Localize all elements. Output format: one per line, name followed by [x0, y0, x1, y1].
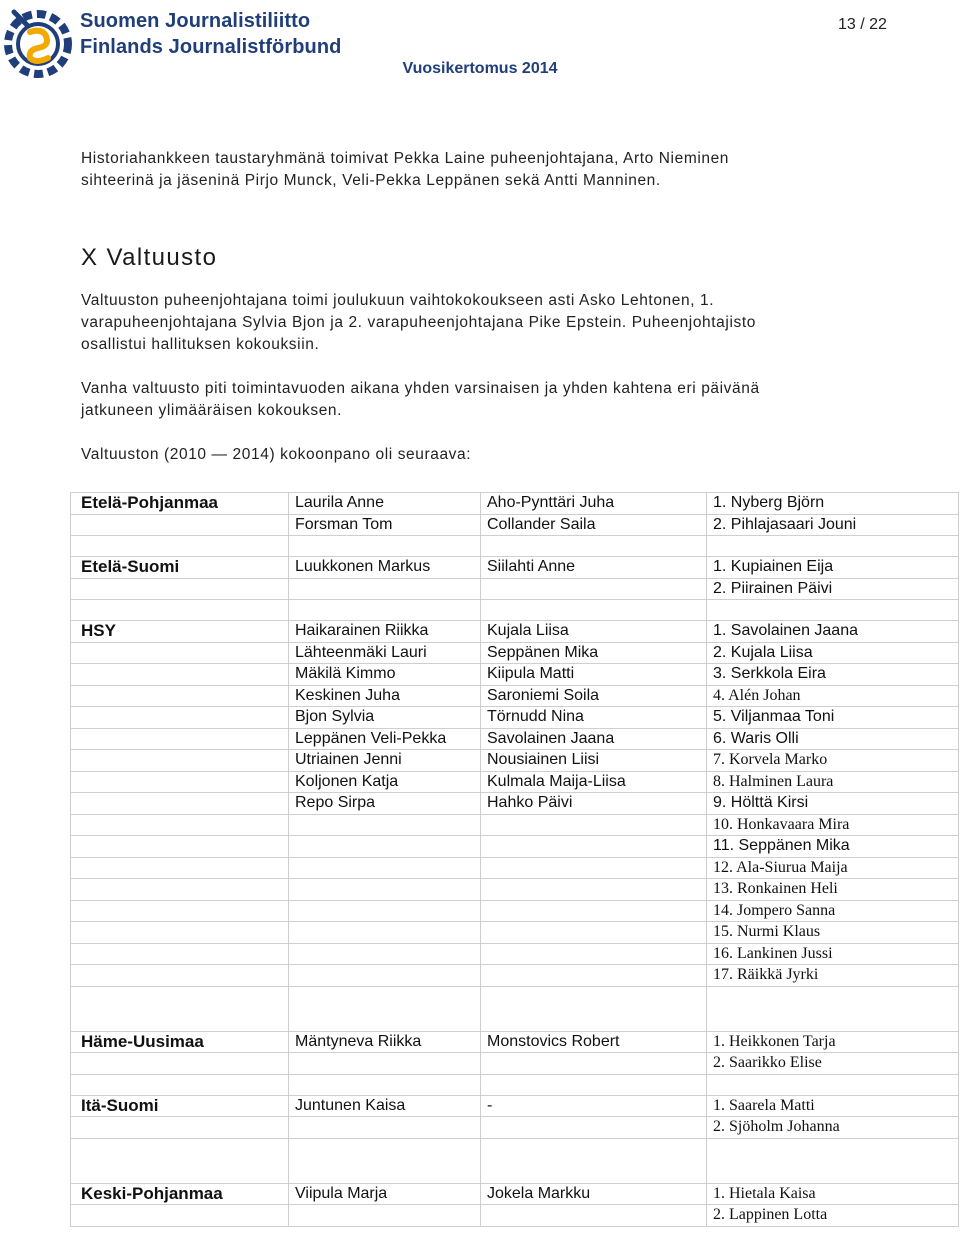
spacer-row	[71, 536, 959, 557]
deputy-cell: 1. Kupiainen Eija	[707, 557, 959, 579]
deputy-cell: 1. Heikkonen Tarja	[707, 1031, 959, 1053]
member-cell: Mäntyneva Riikka	[289, 1031, 481, 1053]
deputy-cell: 2. Sjöholm Johanna	[707, 1117, 959, 1139]
spacer-row	[71, 1138, 959, 1183]
table-row	[71, 750, 959, 772]
deputy-cell: 1. Hietala Kaisa	[707, 1183, 959, 1205]
table-row	[71, 879, 959, 901]
table-row	[71, 943, 959, 965]
table-row	[71, 578, 959, 600]
table-row	[71, 900, 959, 922]
report-title: Vuosikertomus 2014	[402, 60, 558, 77]
section-heading: X Valtuusto	[81, 244, 218, 271]
table-row	[71, 836, 959, 858]
table-row	[71, 621, 959, 643]
member-cell: Koljonen Katja	[289, 771, 481, 793]
deputy-cell: 7. Korvela Marko	[707, 750, 959, 772]
table-row	[71, 642, 959, 664]
paragraph-line: Vanha valtuusto piti toimintavuoden aikana yhden varsinaisen ja yhden kahtena eri päivänä	[81, 380, 760, 397]
member-cell: Laurila Anne	[289, 493, 481, 515]
member-cell: Kulmala Maija-Liisa	[481, 771, 707, 793]
deputy-cell: 1. Saarela Matti	[707, 1095, 959, 1117]
org-name-sv: Finlands Journalistförbund	[80, 36, 342, 58]
table-row	[71, 922, 959, 944]
member-cell: Nousiainen Liisi	[481, 750, 707, 772]
table-row	[71, 1095, 959, 1117]
deputy-cell: 6. Waris Olli	[707, 728, 959, 750]
member-cell: Mäkilä Kimmo	[289, 664, 481, 686]
paragraph-line: jatkuneen ylimääräisen kokouksen.	[81, 402, 343, 419]
member-cell: Keskinen Juha	[289, 685, 481, 707]
deputy-cell: 2. Kujala Liisa	[707, 642, 959, 664]
member-cell: Savolainen Jaana	[481, 728, 707, 750]
region-cell: HSY	[71, 621, 289, 643]
deputy-cell: 2. Pihlajasaari Jouni	[707, 514, 959, 536]
deputy-cell: 15. Nurmi Klaus	[707, 922, 959, 944]
spacer-row	[71, 600, 959, 621]
member-cell: Forsman Tom	[289, 514, 481, 536]
member-cell: Viipula Marja	[289, 1183, 481, 1205]
member-cell: -	[481, 1095, 707, 1117]
member-cell: Saroniemi Soila	[481, 685, 707, 707]
table-row	[71, 1205, 959, 1227]
table-row	[71, 685, 959, 707]
member-cell: Repo Sirpa	[289, 793, 481, 815]
deputy-cell: 13. Ronkainen Heli	[707, 879, 959, 901]
member-cell: Siilahti Anne	[481, 557, 707, 579]
region-cell	[71, 578, 289, 600]
member-cell: Bjon Sylvia	[289, 707, 481, 729]
member-cell: Juntunen Kaisa	[289, 1095, 481, 1117]
member-cell: Jokela Markku	[481, 1183, 707, 1205]
member-cell: Leppänen Veli-Pekka	[289, 728, 481, 750]
table-row	[71, 1117, 959, 1139]
table-row	[71, 1183, 959, 1205]
deputy-cell: 1. Savolainen Jaana	[707, 621, 959, 643]
deputy-cell: 5. Viljanmaa Toni	[707, 707, 959, 729]
member-cell: Lähteenmäki Lauri	[289, 642, 481, 664]
paragraph-line: Historiahankkeen taustaryhmänä toimivat Pekka Laine puheenjohtajana, Arto Nieminen	[81, 150, 730, 167]
document-body	[81, 148, 881, 466]
table-row	[71, 514, 959, 536]
member-cell	[289, 578, 481, 600]
paragraph-line: Valtuuston puheenjohtajana toimi joulukuun vaihtokokoukseen asti Asko Lehtonen, 1.	[81, 292, 715, 309]
member-cell: Aho-Pynttäri Juha	[481, 493, 707, 515]
member-cell: Kujala Liisa	[481, 621, 707, 643]
paragraph-line: osallistui hallituksen kokouksiin.	[81, 336, 320, 353]
deputy-cell: 2. Lappinen Lotta	[707, 1205, 959, 1227]
table-row	[71, 493, 959, 515]
deputy-cell: 9. Hölttä Kirsi	[707, 793, 959, 815]
region-cell: Häme-Uusimaa	[71, 1031, 289, 1053]
deputy-cell: 10. Honkavaara Mira	[707, 814, 959, 836]
page-header	[0, 0, 960, 90]
deputy-cell: 3. Serkkola Eira	[707, 664, 959, 686]
member-cell: Monstovics Robert	[481, 1031, 707, 1053]
deputy-cell: 2. Piirainen Päivi	[707, 578, 959, 600]
page-number: 13 / 22	[838, 16, 887, 33]
region-cell: Etelä-Pohjanmaa	[71, 493, 289, 515]
region-cell: Etelä-Suomi	[71, 557, 289, 579]
region-cell: Keski-Pohjanmaa	[71, 1183, 289, 1205]
member-cell: Hahko Päivi	[481, 793, 707, 815]
member-cell	[481, 578, 707, 600]
spacer-row	[71, 1074, 959, 1095]
deputy-cell: 2. Saarikko Elise	[707, 1053, 959, 1075]
table-row	[71, 557, 959, 579]
deputy-cell: 16. Lankinen Jussi	[707, 943, 959, 965]
council-members-table	[70, 492, 959, 1227]
region-cell: Itä-Suomi	[71, 1095, 289, 1117]
member-cell: Kiipula Matti	[481, 664, 707, 686]
deputy-cell: 12. Ala-Siurua Maija	[707, 857, 959, 879]
table-row	[71, 707, 959, 729]
table-row	[71, 793, 959, 815]
table-row	[71, 857, 959, 879]
member-cell: Luukkonen Markus	[289, 557, 481, 579]
deputy-cell: 17. Räikkä Jyrki	[707, 965, 959, 987]
table-row	[71, 1053, 959, 1075]
deputy-cell: 14. Jompero Sanna	[707, 900, 959, 922]
paragraph-line: varapuheenjohtajana Sylvia Bjon ja 2. varapuheenjohtajana Pike Epstein. Puheenjohtajisto	[81, 314, 756, 331]
table-row	[71, 1031, 959, 1053]
paragraph-line: sihteerinä ja jäseninä Pirjo Munck, Veli-Pekka Leppänen sekä Antti Manninen.	[81, 172, 661, 189]
member-cell: Törnudd Nina	[481, 707, 707, 729]
member-cell: Haikarainen Riikka	[289, 621, 481, 643]
table-row	[71, 728, 959, 750]
region-cell	[71, 514, 289, 536]
spacer-row	[71, 986, 959, 1031]
table-row	[71, 664, 959, 686]
deputy-cell: 8. Halminen Laura	[707, 771, 959, 793]
deputy-cell: 11. Seppänen Mika	[707, 836, 959, 858]
table-row	[71, 814, 959, 836]
deputy-cell: 4. Alén Johan	[707, 685, 959, 707]
org-name-fi: Suomen Journalistiliitto	[80, 10, 311, 32]
member-cell: Seppänen Mika	[481, 642, 707, 664]
member-cell: Collander Saila	[481, 514, 707, 536]
deputy-cell: 1. Nyberg Björn	[707, 493, 959, 515]
paragraph-line: Valtuuston (2010 — 2014) kokoonpano oli seuraava:	[81, 446, 472, 463]
table-row	[71, 771, 959, 793]
table-row	[71, 965, 959, 987]
member-cell: Utriainen Jenni	[289, 750, 481, 772]
